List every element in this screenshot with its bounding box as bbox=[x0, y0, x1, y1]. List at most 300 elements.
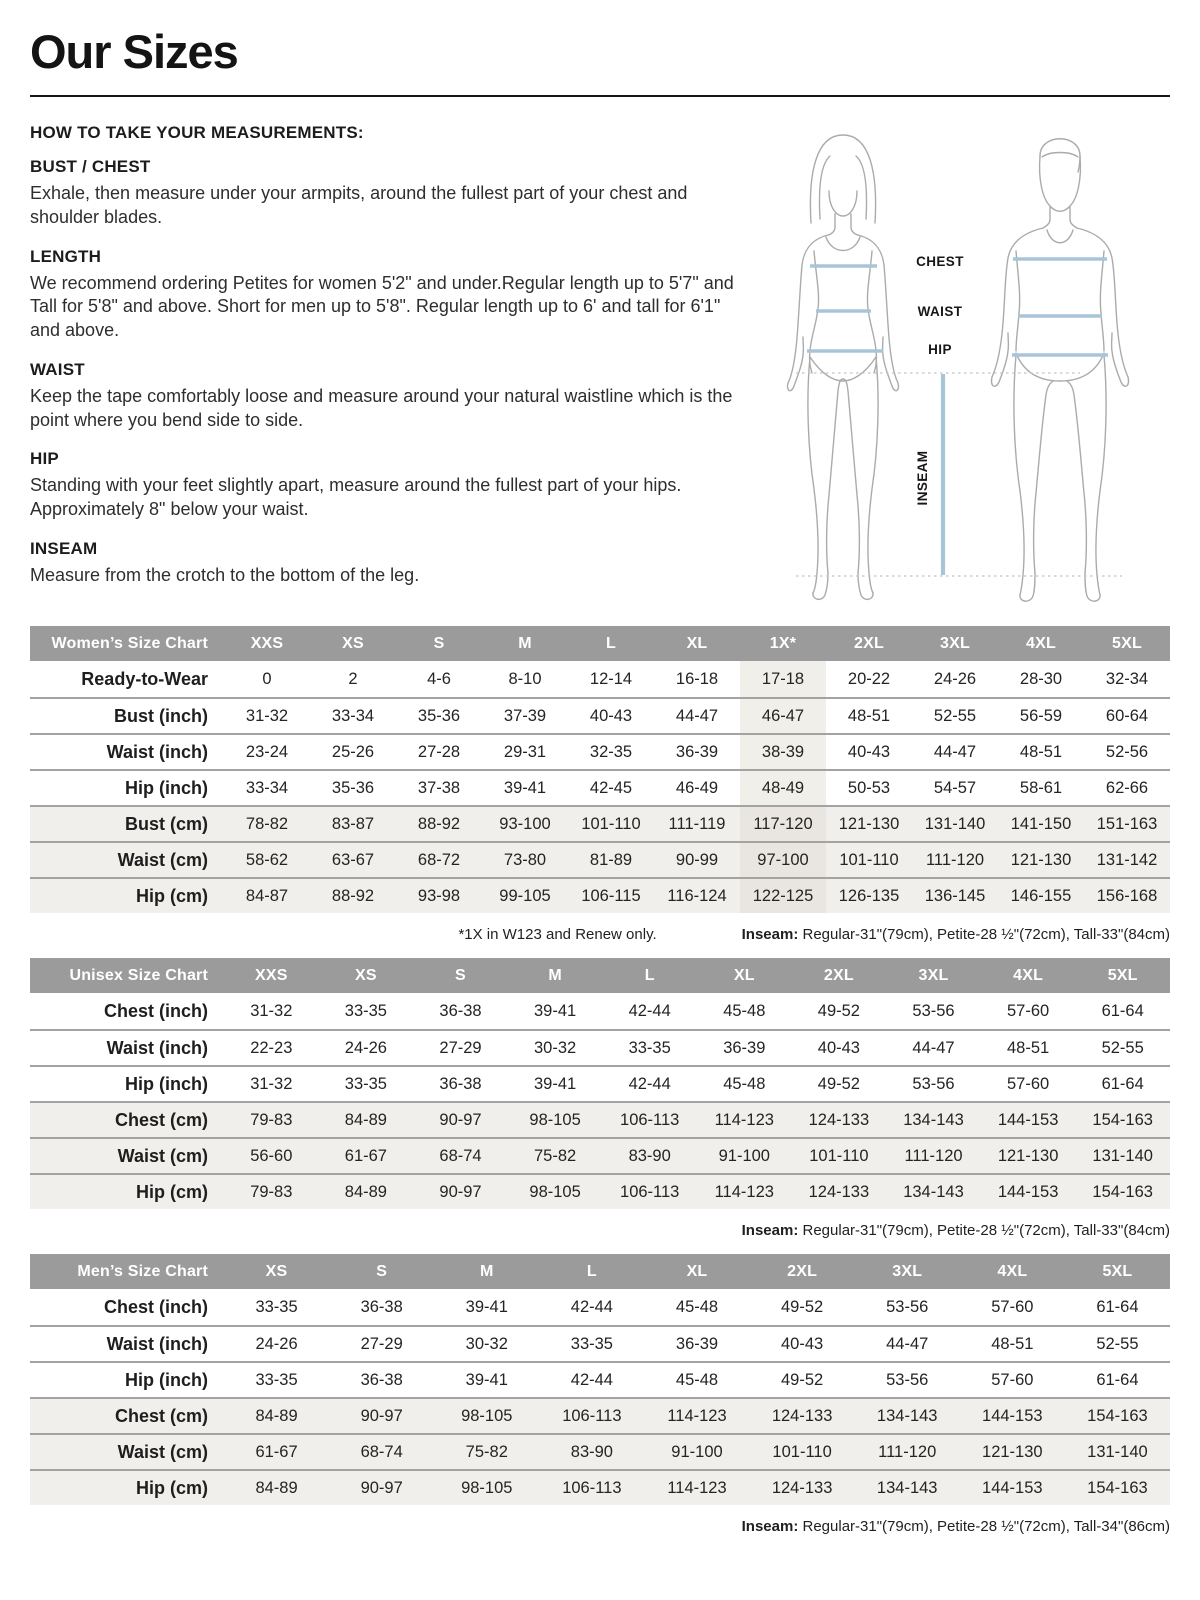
table-cell: 53-56 bbox=[912, 1074, 955, 1093]
size-column-header: L bbox=[586, 1262, 597, 1280]
size-column-header: 4XL bbox=[1013, 966, 1044, 984]
size-column-header: 2XL bbox=[823, 966, 854, 984]
table-cell: 63-67 bbox=[331, 850, 375, 869]
table-cell: 50-53 bbox=[847, 778, 891, 797]
table-cell: 141-150 bbox=[1010, 814, 1072, 833]
footnote-1x-note: *1X in W123 and Renew only. bbox=[458, 926, 657, 943]
chest-label: CHEST bbox=[916, 254, 964, 269]
table-cell: 33-35 bbox=[570, 1334, 613, 1353]
inseam-label: INSEAM bbox=[915, 450, 930, 506]
table-row bbox=[30, 1173, 1170, 1209]
row-label: Hip (inch) bbox=[125, 1369, 208, 1390]
table-row bbox=[30, 841, 1170, 877]
female-figure-outline bbox=[788, 135, 899, 599]
table-cell: 46-49 bbox=[675, 778, 719, 797]
table-cell: 16-18 bbox=[675, 669, 719, 688]
table-cell: 57-60 bbox=[1006, 1001, 1050, 1020]
table-cell: 58-61 bbox=[1019, 778, 1063, 797]
row-label: Waist (inch) bbox=[106, 1333, 208, 1354]
measurement-instructions-section bbox=[30, 123, 1170, 608]
table-cell: 116-124 bbox=[667, 886, 727, 905]
footnote-inseam-women: Inseam: Regular-31"(79cm), Petite-28 ½"(72cm), Tall-33"(84cm) bbox=[741, 926, 1170, 943]
table-cell: 48-51 bbox=[1006, 1038, 1050, 1057]
table-cell: 68-74 bbox=[360, 1442, 403, 1461]
table-cell: 17-18 bbox=[740, 661, 826, 697]
table-cell: 121-130 bbox=[997, 1146, 1059, 1165]
size-column-header: 2XL bbox=[787, 1262, 818, 1280]
table-cell: 37-38 bbox=[417, 778, 461, 797]
size-column-header: 4XL bbox=[1026, 634, 1056, 652]
table-cell: 61-64 bbox=[1101, 1001, 1144, 1020]
table-cell: 28-30 bbox=[1019, 669, 1063, 688]
table-cell: 88-92 bbox=[417, 814, 461, 833]
table-cell: 49-52 bbox=[817, 1074, 860, 1093]
size-column-header: S bbox=[433, 634, 445, 652]
table-cell: 39-41 bbox=[465, 1297, 508, 1316]
table-cell: 33-35 bbox=[255, 1370, 298, 1389]
table-cell: 73-80 bbox=[503, 850, 547, 869]
table-cell: 114-123 bbox=[714, 1182, 774, 1201]
page-title: Our Sizes bbox=[30, 25, 238, 78]
size-column-header: XXS bbox=[254, 966, 288, 984]
table-row bbox=[30, 1101, 1170, 1137]
table-cell: 36-39 bbox=[675, 742, 719, 761]
row-label: Ready-to-Wear bbox=[81, 668, 208, 689]
footnote-inseam-unisex: Inseam: Regular-31"(79cm), Petite-28 ½"(72cm), Tall-33"(84cm) bbox=[741, 1222, 1170, 1239]
table-cell: 106-113 bbox=[562, 1406, 622, 1425]
table-cell: 98-105 bbox=[529, 1110, 581, 1129]
table-cell: 40-43 bbox=[781, 1334, 824, 1353]
table-cell: 33-34 bbox=[245, 778, 289, 797]
table-cell: 106-113 bbox=[562, 1478, 622, 1497]
table-cell: 44-47 bbox=[886, 1334, 929, 1353]
table-cell: 84-89 bbox=[344, 1110, 387, 1129]
table-row bbox=[30, 1325, 1170, 1361]
table-cell: 134-143 bbox=[876, 1406, 938, 1425]
table-cell: 101-110 bbox=[581, 814, 641, 833]
table-row bbox=[30, 697, 1170, 733]
row-label: Hip (inch) bbox=[125, 777, 208, 798]
table-cell: 101-110 bbox=[772, 1442, 832, 1461]
table-row bbox=[30, 1029, 1170, 1065]
table-cell: 56-59 bbox=[1019, 706, 1063, 725]
table-row bbox=[30, 733, 1170, 769]
table-cell: 144-153 bbox=[997, 1182, 1059, 1201]
table-cell: 81-89 bbox=[589, 850, 633, 869]
table-cell: 42-44 bbox=[570, 1297, 613, 1316]
row-label: Bust (cm) bbox=[124, 813, 208, 834]
table-cell: 121-130 bbox=[982, 1442, 1043, 1461]
table-cell: 91-100 bbox=[671, 1442, 723, 1461]
table-cell: 154-163 bbox=[1087, 1406, 1148, 1425]
size-column-header: XS bbox=[265, 1262, 288, 1280]
table-cell: 121-130 bbox=[1010, 850, 1072, 869]
table-cell: 36-39 bbox=[723, 1038, 766, 1057]
table-cell: 0 bbox=[262, 669, 272, 688]
section-body-waist: Keep the tape comfortably loose and measure around your natural waistline which is the point where you bend side to side. bbox=[30, 385, 733, 430]
table-cell: 101-110 bbox=[839, 850, 899, 869]
table-cell: 52-55 bbox=[933, 706, 977, 725]
table-cell: 88-92 bbox=[331, 886, 375, 905]
table-row bbox=[30, 1433, 1170, 1469]
row-label: Waist (cm) bbox=[117, 849, 208, 870]
table-cell: 48-49 bbox=[740, 771, 826, 805]
table-cell: 33-35 bbox=[344, 1074, 387, 1093]
inseam-reference-dotted-lines bbox=[796, 373, 1122, 576]
table-cell: 27-29 bbox=[360, 1334, 403, 1353]
table-cell: 124-133 bbox=[771, 1478, 833, 1497]
size-column-header: M bbox=[548, 966, 562, 984]
unisex-chart-footnotes bbox=[30, 1222, 1170, 1239]
table-cell: 46-47 bbox=[740, 699, 826, 733]
section-title-hip: HIP bbox=[30, 449, 59, 469]
table-cell: 36-39 bbox=[675, 1334, 719, 1353]
table-cell: 154-163 bbox=[1092, 1110, 1153, 1129]
table-cell: 83-87 bbox=[331, 814, 375, 833]
table-cell: 53-56 bbox=[912, 1001, 955, 1020]
table-cell: 30-32 bbox=[533, 1038, 577, 1057]
table-cell: 78-82 bbox=[245, 814, 289, 833]
size-charts-section bbox=[30, 626, 1170, 1535]
table-cell: 131-140 bbox=[1087, 1442, 1148, 1461]
row-label: Waist (inch) bbox=[106, 741, 208, 762]
table-cell: 27-29 bbox=[439, 1038, 482, 1057]
table-cell: 24-26 bbox=[344, 1038, 387, 1057]
table-cell: 83-90 bbox=[628, 1146, 671, 1165]
table-cell: 33-35 bbox=[344, 1001, 387, 1020]
table-cell: 39-41 bbox=[533, 1074, 577, 1093]
row-label: Waist (inch) bbox=[106, 1037, 208, 1058]
section-body-bust-chest: Exhale, then measure under your armpits, around the fullest part of your chest and shoulder blades. bbox=[30, 183, 688, 227]
table-cell: 38-39 bbox=[740, 735, 826, 769]
table-cell: 56-60 bbox=[250, 1146, 293, 1165]
table-cell: 45-48 bbox=[675, 1370, 719, 1389]
table-cell: 52-55 bbox=[1096, 1334, 1139, 1353]
table-cell: 39-41 bbox=[533, 1001, 577, 1020]
table-header-row bbox=[30, 626, 1170, 661]
table-cell: 79-83 bbox=[250, 1182, 293, 1201]
table-cell: 52-56 bbox=[1105, 742, 1149, 761]
table-cell: 146-155 bbox=[1010, 886, 1072, 905]
table-cell: 83-90 bbox=[570, 1442, 613, 1461]
row-label: Hip (inch) bbox=[125, 1073, 208, 1094]
table-cell: 30-32 bbox=[465, 1334, 508, 1353]
measurement-diagram bbox=[750, 123, 1170, 608]
row-label: Chest (cm) bbox=[114, 1405, 208, 1426]
table-cell: 111-120 bbox=[925, 850, 985, 869]
table-cell: 124-133 bbox=[808, 1182, 870, 1201]
table-cell: 39-41 bbox=[465, 1370, 508, 1389]
table-cell: 36-38 bbox=[360, 1297, 403, 1316]
table-cell: 106-113 bbox=[620, 1182, 680, 1201]
table-cell: 75-82 bbox=[465, 1442, 508, 1461]
table-cell: 106-115 bbox=[581, 886, 641, 905]
table-row bbox=[30, 877, 1170, 913]
table-cell: 134-143 bbox=[876, 1478, 938, 1497]
table-cell: 53-56 bbox=[886, 1370, 929, 1389]
male-figure-outline bbox=[992, 139, 1129, 601]
row-label: Waist (cm) bbox=[117, 1145, 208, 1166]
table-cell: 61-64 bbox=[1096, 1297, 1139, 1316]
table-cell: 49-52 bbox=[817, 1001, 860, 1020]
table-cell: 124-133 bbox=[808, 1110, 870, 1129]
table-cell: 111-120 bbox=[878, 1442, 937, 1461]
table-cell: 49-52 bbox=[781, 1370, 824, 1389]
table-cell: 33-34 bbox=[331, 706, 375, 725]
mens-chart-footnotes bbox=[30, 1518, 1170, 1535]
table-cell: 57-60 bbox=[1006, 1074, 1050, 1093]
instructions-text-block bbox=[30, 123, 750, 608]
size-column-header: 5XL bbox=[1112, 634, 1142, 652]
table-cell: 114-123 bbox=[667, 1406, 727, 1425]
table-cell: 42-44 bbox=[570, 1370, 613, 1389]
size-column-header: XS bbox=[355, 966, 377, 984]
table-row bbox=[30, 805, 1170, 841]
table-cell: 75-82 bbox=[533, 1146, 577, 1165]
table-cell: 114-123 bbox=[667, 1478, 727, 1497]
table-cell: 111-120 bbox=[904, 1146, 963, 1165]
table-cell: 111-119 bbox=[668, 814, 726, 833]
table-cell: 62-66 bbox=[1105, 778, 1149, 797]
table-title: Women’s Size Chart bbox=[51, 634, 208, 652]
title-divider bbox=[30, 95, 1170, 97]
table-cell: 20-22 bbox=[847, 669, 891, 688]
table-cell: 134-143 bbox=[903, 1182, 964, 1201]
size-column-header: 3XL bbox=[918, 966, 949, 984]
table-cell: 31-32 bbox=[250, 1074, 293, 1093]
table-cell: 48-51 bbox=[991, 1334, 1034, 1353]
table-cell: 39-41 bbox=[503, 778, 547, 797]
table-cell: 53-56 bbox=[886, 1297, 929, 1316]
table-cell: 90-97 bbox=[439, 1182, 482, 1201]
size-column-header: 5XL bbox=[1107, 966, 1138, 984]
table-cell: 23-24 bbox=[245, 742, 289, 761]
table-cell: 44-47 bbox=[912, 1038, 955, 1057]
womens-size-chart-table bbox=[30, 626, 1170, 913]
row-label: Bust (inch) bbox=[114, 705, 208, 726]
table-cell: 84-87 bbox=[245, 886, 289, 905]
table-cell: 68-74 bbox=[439, 1146, 482, 1165]
table-cell: 29-31 bbox=[503, 742, 547, 761]
table-row bbox=[30, 769, 1170, 805]
table-cell: 44-47 bbox=[933, 742, 977, 761]
table-cell: 97-100 bbox=[740, 843, 826, 877]
table-cell: 144-153 bbox=[997, 1110, 1059, 1129]
section-title-bust-chest: BUST / CHEST bbox=[30, 157, 151, 176]
table-cell: 134-143 bbox=[903, 1110, 964, 1129]
size-column-header: 3XL bbox=[892, 1262, 923, 1280]
table-cell: 57-60 bbox=[991, 1297, 1034, 1316]
table-cell: 122-125 bbox=[740, 879, 826, 913]
size-column-header: 3XL bbox=[940, 634, 970, 652]
table-cell: 114-123 bbox=[714, 1110, 774, 1129]
row-label: Hip (cm) bbox=[136, 1181, 208, 1202]
table-cell: 131-142 bbox=[1096, 850, 1158, 869]
table-cell: 61-67 bbox=[344, 1146, 387, 1165]
table-cell: 84-89 bbox=[255, 1478, 298, 1497]
table-cell: 58-62 bbox=[245, 850, 289, 869]
table-cell: 35-36 bbox=[417, 706, 461, 725]
size-column-header: XL bbox=[733, 966, 755, 984]
table-cell: 136-145 bbox=[924, 886, 986, 905]
table-row bbox=[30, 1137, 1170, 1173]
section-title-inseam: INSEAM bbox=[30, 538, 98, 558]
table-cell: 33-35 bbox=[628, 1038, 671, 1057]
table-cell: 90-97 bbox=[360, 1406, 403, 1425]
table-header-row bbox=[30, 1254, 1170, 1289]
row-label: Chest (inch) bbox=[103, 1296, 208, 1317]
table-cell: 93-98 bbox=[417, 886, 461, 905]
table-cell: 40-43 bbox=[589, 706, 633, 725]
size-column-header: M bbox=[480, 1262, 494, 1280]
footnote-inseam-men: Inseam: Regular-31"(79cm), Petite-28 ½"(72cm), Tall-34"(86cm) bbox=[741, 1518, 1170, 1535]
table-cell: 31-32 bbox=[250, 1001, 293, 1020]
table-row bbox=[30, 993, 1170, 1029]
size-column-header: 1X* bbox=[769, 634, 797, 652]
table-cell: 98-105 bbox=[461, 1406, 513, 1425]
size-column-header: S bbox=[455, 966, 466, 984]
table-cell: 45-48 bbox=[723, 1001, 766, 1020]
table-cell: 27-28 bbox=[417, 742, 461, 761]
table-cell: 79-83 bbox=[250, 1110, 293, 1129]
table-row bbox=[30, 1289, 1170, 1325]
unisex-size-chart-table bbox=[30, 958, 1170, 1209]
table-cell: 12-14 bbox=[589, 669, 633, 688]
table-cell: 156-168 bbox=[1096, 886, 1158, 905]
mens-size-chart-table bbox=[30, 1254, 1170, 1505]
table-cell: 144-153 bbox=[982, 1478, 1043, 1497]
table-cell: 84-89 bbox=[344, 1182, 387, 1201]
size-column-header: M bbox=[518, 634, 532, 652]
table-cell: 24-26 bbox=[933, 669, 977, 688]
size-column-header: XL bbox=[686, 1262, 708, 1280]
table-cell: 40-43 bbox=[847, 742, 891, 761]
table-cell: 98-105 bbox=[529, 1182, 581, 1201]
table-cell: 42-44 bbox=[628, 1001, 671, 1020]
waist-label: WAIST bbox=[917, 304, 963, 319]
table-cell: 68-72 bbox=[417, 850, 461, 869]
size-column-header: S bbox=[376, 1262, 388, 1280]
table-cell: 35-36 bbox=[331, 778, 375, 797]
table-cell: 154-163 bbox=[1092, 1182, 1153, 1201]
table-cell: 131-140 bbox=[924, 814, 986, 833]
table-row bbox=[30, 1361, 1170, 1397]
table-cell: 98-105 bbox=[461, 1478, 513, 1497]
instructions-heading: HOW TO TAKE YOUR MEASUREMENTS: bbox=[30, 123, 364, 142]
row-label: Hip (cm) bbox=[136, 885, 208, 906]
table-cell: 61-64 bbox=[1101, 1074, 1144, 1093]
section-body-length: We recommend ordering Petites for women 5'2" and under.Regular length up to 5'7" and Tall for 5'8" and above. Short for men up to 5'8". Regular length up to 6' and tall for 6'1" and above. bbox=[30, 272, 734, 340]
table-cell: 24-26 bbox=[255, 1334, 298, 1353]
table-row bbox=[30, 661, 1170, 697]
table-cell: 154-163 bbox=[1087, 1478, 1148, 1497]
table-cell: 33-35 bbox=[255, 1297, 298, 1316]
table-cell: 32-34 bbox=[1105, 669, 1149, 688]
row-label: Chest (inch) bbox=[103, 1000, 208, 1021]
size-column-header: L bbox=[644, 966, 655, 984]
table-cell: 36-38 bbox=[360, 1370, 403, 1389]
hip-label: HIP bbox=[928, 342, 952, 357]
table-cell: 40-43 bbox=[817, 1038, 860, 1057]
section-title-waist: WAIST bbox=[30, 359, 85, 379]
table-cell: 106-113 bbox=[620, 1110, 680, 1129]
table-cell: 8-10 bbox=[508, 669, 542, 688]
table-cell: 90-97 bbox=[439, 1110, 482, 1129]
table-title: Men’s Size Chart bbox=[77, 1262, 208, 1280]
table-cell: 25-26 bbox=[331, 742, 375, 761]
table-cell: 22-23 bbox=[250, 1038, 293, 1057]
size-column-header: L bbox=[606, 634, 616, 652]
section-body-inseam: Measure from the crotch to the bottom of the leg. bbox=[30, 564, 420, 585]
table-cell: 52-55 bbox=[1101, 1038, 1144, 1057]
table-cell: 61-64 bbox=[1096, 1370, 1139, 1389]
table-cell: 117-120 bbox=[740, 807, 826, 841]
table-cell: 124-133 bbox=[771, 1406, 833, 1425]
table-row bbox=[30, 1397, 1170, 1433]
section-title-length: LENGTH bbox=[30, 246, 102, 266]
table-cell: 57-60 bbox=[991, 1370, 1034, 1389]
table-cell: 36-38 bbox=[439, 1001, 482, 1020]
table-cell: 37-39 bbox=[503, 706, 547, 725]
womens-chart-footnotes bbox=[30, 926, 1170, 943]
table-cell: 60-64 bbox=[1105, 706, 1149, 725]
row-label: Hip (cm) bbox=[136, 1477, 208, 1498]
size-column-header: 2XL bbox=[854, 634, 884, 652]
body-figures-illustration bbox=[750, 123, 1170, 603]
table-cell: 32-35 bbox=[589, 742, 633, 761]
size-guide-page bbox=[30, 0, 1170, 1535]
size-column-header: XL bbox=[686, 634, 708, 652]
table-cell: 45-48 bbox=[675, 1297, 719, 1316]
table-cell: 45-48 bbox=[723, 1074, 766, 1093]
table-cell: 54-57 bbox=[933, 778, 977, 797]
table-cell: 48-51 bbox=[847, 706, 891, 725]
table-cell: 126-135 bbox=[838, 886, 900, 905]
table-cell: 42-44 bbox=[628, 1074, 671, 1093]
table-cell: 31-32 bbox=[245, 706, 289, 725]
size-column-header: 4XL bbox=[997, 1262, 1028, 1280]
table-cell: 131-140 bbox=[1092, 1146, 1153, 1165]
table-title: Unisex Size Chart bbox=[69, 966, 208, 984]
table-cell: 84-89 bbox=[255, 1406, 298, 1425]
table-cell: 4-6 bbox=[427, 669, 451, 688]
table-cell: 36-38 bbox=[439, 1074, 482, 1093]
table-cell: 91-100 bbox=[718, 1146, 770, 1165]
table-cell: 121-130 bbox=[838, 814, 900, 833]
table-cell: 44-47 bbox=[675, 706, 719, 725]
table-cell: 90-99 bbox=[675, 850, 719, 869]
table-row bbox=[30, 1065, 1170, 1101]
table-cell: 99-105 bbox=[499, 886, 551, 905]
table-cell: 42-45 bbox=[589, 778, 633, 797]
table-cell: 48-51 bbox=[1019, 742, 1063, 761]
table-cell: 90-97 bbox=[360, 1478, 403, 1497]
table-cell: 61-67 bbox=[255, 1442, 298, 1461]
table-cell: 144-153 bbox=[982, 1406, 1043, 1425]
table-cell: 49-52 bbox=[781, 1297, 824, 1316]
row-label: Chest (cm) bbox=[114, 1109, 208, 1130]
row-label: Waist (cm) bbox=[117, 1441, 208, 1462]
table-cell: 101-110 bbox=[809, 1146, 869, 1165]
table-header-row bbox=[30, 958, 1170, 993]
size-column-header: 5XL bbox=[1102, 1262, 1133, 1280]
table-cell: 2 bbox=[348, 669, 358, 688]
size-column-header: XXS bbox=[250, 634, 284, 652]
table-row bbox=[30, 1469, 1170, 1505]
table-cell: 151-163 bbox=[1096, 814, 1158, 833]
section-body-hip: Standing with your feet slightly apart, measure around the fullest part of your hips. Approximately 8" below your waist. bbox=[30, 475, 682, 519]
table-cell: 93-100 bbox=[499, 814, 551, 833]
